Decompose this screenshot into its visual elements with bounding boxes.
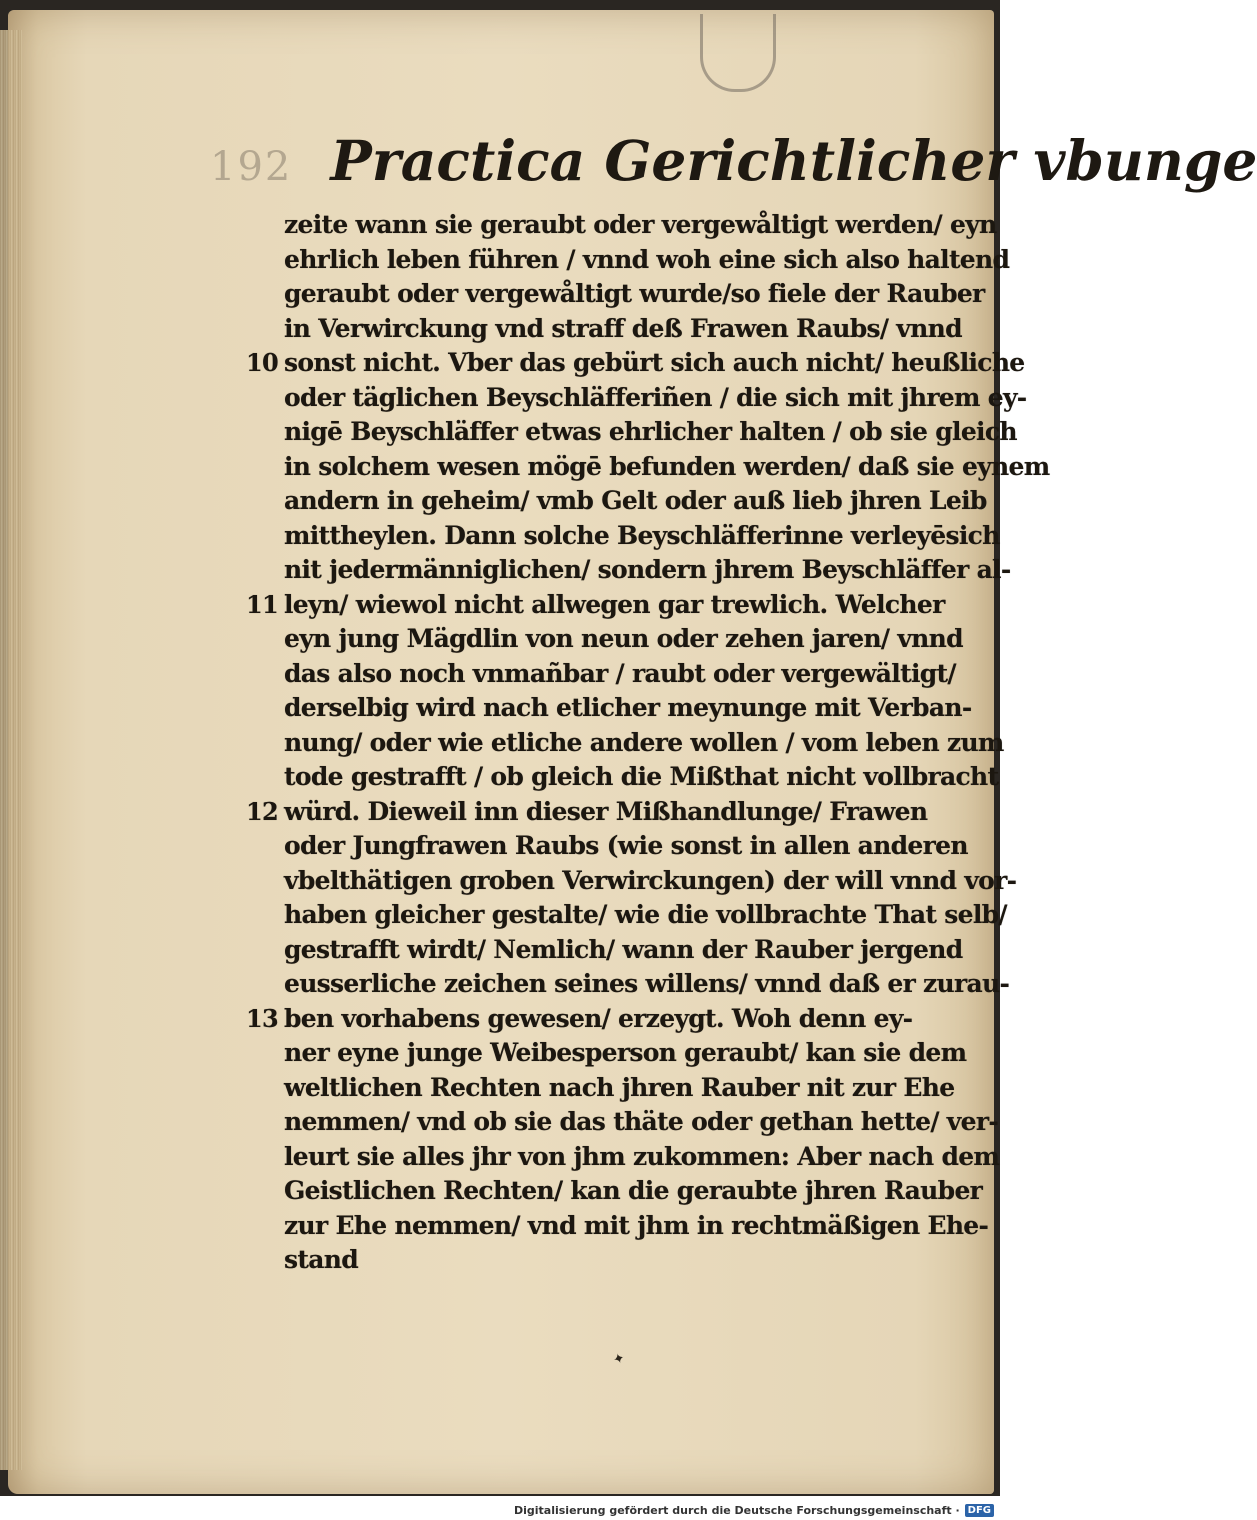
line-text: ner eyne junge Weibesperson geraubt/ kan sie dem — [284, 1038, 967, 1067]
line-text: sonst nicht. Vber das gebürt sich auch nicht/ heußliche — [284, 348, 1025, 377]
text-line — [220, 346, 1025, 381]
text-line — [220, 657, 992, 692]
line-text: mittheylen. Dann solche Beyschläfferinne verleyēsich — [284, 520, 1000, 550]
footer-credit-text: Digitalisierung gefördert durch die Deutsche Forschungsgemeinschaft · — [513, 1503, 960, 1517]
line-text: nigē Beyschläffer etwas ehrlicher halten / ob sie gleich — [284, 417, 1017, 446]
text-line — [220, 795, 992, 830]
line-text: ehrlich leben führen / vnnd woh eine sich also haltend — [284, 244, 1010, 274]
line-text: würd. Dieweil inn dieser Mißhandlunge/ Frawen — [284, 796, 928, 826]
text-line — [220, 1140, 1000, 1175]
text-line — [220, 1105, 998, 1140]
line-text: Geistlichen Rechten/ kan die geraubte jhren Rauber — [284, 1176, 983, 1205]
line-text: eyn jung Mägdlin von neun oder zehen jaren/ vnnd — [284, 624, 963, 653]
line-text: ben vorhabens gewesen/ erzeygt. Woh denn ey- — [284, 1003, 913, 1033]
text-line — [220, 450, 1050, 485]
text-line — [220, 691, 992, 726]
line-number: 13 — [246, 1003, 278, 1033]
text-line — [220, 1036, 992, 1071]
line-text: eusserliche zeichen seines willens/ vnnd daß er zurau- — [284, 969, 1010, 998]
text-line — [220, 553, 1011, 588]
line-text: gestrafft wirdt/ Nemlich/ wann der Rauber jergend — [284, 934, 963, 964]
running-title: Practica Gerichtlicher vbunge — [330, 128, 1257, 193]
text-line — [220, 1002, 992, 1037]
line-text: leyn/ wiewol nicht allwegen gar trewlich. Welcher — [284, 589, 945, 619]
line-text: tode gestrafft / ob gleich die Mißthat nicht vollbracht — [284, 762, 999, 791]
line-number: 10 — [246, 348, 278, 377]
text-line — [220, 829, 992, 864]
text-line — [220, 1174, 992, 1209]
line-text: zeite wann sie geraubt oder vergewåltigt werden/ eyn — [284, 210, 997, 239]
line-text: nung/ oder wie etliche andere wollen / vom leben zum — [284, 727, 1004, 757]
text-line — [220, 381, 1027, 416]
ornament-mark: ✦ — [610, 1350, 628, 1369]
text-line — [220, 312, 992, 347]
text-line — [220, 1071, 992, 1106]
text-line — [220, 967, 1010, 1002]
line-text: derselbig wird nach etlicher meynunge mit Verban- — [284, 693, 972, 722]
line-text: das also noch vnmañbar / raubt oder vergewältigt/ — [284, 658, 956, 688]
text-line — [220, 243, 1010, 278]
text-line — [220, 898, 1007, 933]
title-line — [210, 128, 1257, 208]
clasp-mark — [700, 14, 776, 92]
line-text: vbelthätigen groben Verwirckungen) der will vnnd vor- — [284, 865, 1017, 895]
text-line — [220, 760, 999, 795]
text-line — [220, 864, 1017, 899]
line-text: in solchem wesen mögē befunden werden/ daß sie eynem — [284, 451, 1050, 481]
line-text: nemmen/ vnd ob sie das thäte oder gethan hette/ ver- — [284, 1107, 998, 1136]
text-line — [220, 588, 992, 623]
line-text: nit jedermänniglichen/ sondern jhrem Beyschläffer al- — [284, 555, 1011, 584]
dfg-logo: DFG — [965, 1504, 994, 1517]
text-line — [220, 1243, 992, 1278]
line-text: oder Jungfrawen Raubs (wie sonst in allen anderen — [284, 831, 968, 860]
text-line — [220, 208, 997, 243]
text-line — [220, 415, 1017, 450]
text-line — [220, 1209, 992, 1244]
text-block — [220, 208, 1050, 1278]
page-edges — [0, 30, 22, 1470]
line-text: stand — [284, 1245, 358, 1274]
line-text: andern in geheim/ vmb Gelt oder auß lieb jhren Leib — [284, 486, 987, 515]
line-number: 12 — [246, 796, 278, 826]
folio-number: 192 — [210, 144, 293, 190]
line-text: zur Ehe nemmen/ vnd mit jhm in rechtmäßigen Ehe- — [284, 1210, 989, 1240]
text-line — [220, 484, 992, 519]
line-text: in Verwirckung vnd straff deß Frawen Raubs/ vnnd — [284, 313, 962, 343]
line-number: 11 — [246, 589, 278, 619]
line-text: haben gleicher gestalte/ wie die vollbrachte That selb/ — [284, 900, 1007, 929]
text-line — [220, 933, 992, 968]
text-line — [220, 622, 992, 657]
line-text: oder täglichen Beyschläfferiñen / die sich mit jhrem ey- — [284, 382, 1027, 412]
line-text: leurt sie alles jhr von jhm zukommen: Aber nach dem — [284, 1141, 1000, 1171]
text-line — [220, 726, 1004, 761]
text-line — [220, 519, 1000, 554]
text-line — [220, 277, 992, 312]
footer-credit — [0, 1500, 994, 1520]
line-text: geraubt oder vergewåltigt wurde/so fiele der Rauber — [284, 279, 985, 308]
line-text: weltlichen Rechten nach jhren Rauber nit zur Ehe — [284, 1072, 955, 1102]
